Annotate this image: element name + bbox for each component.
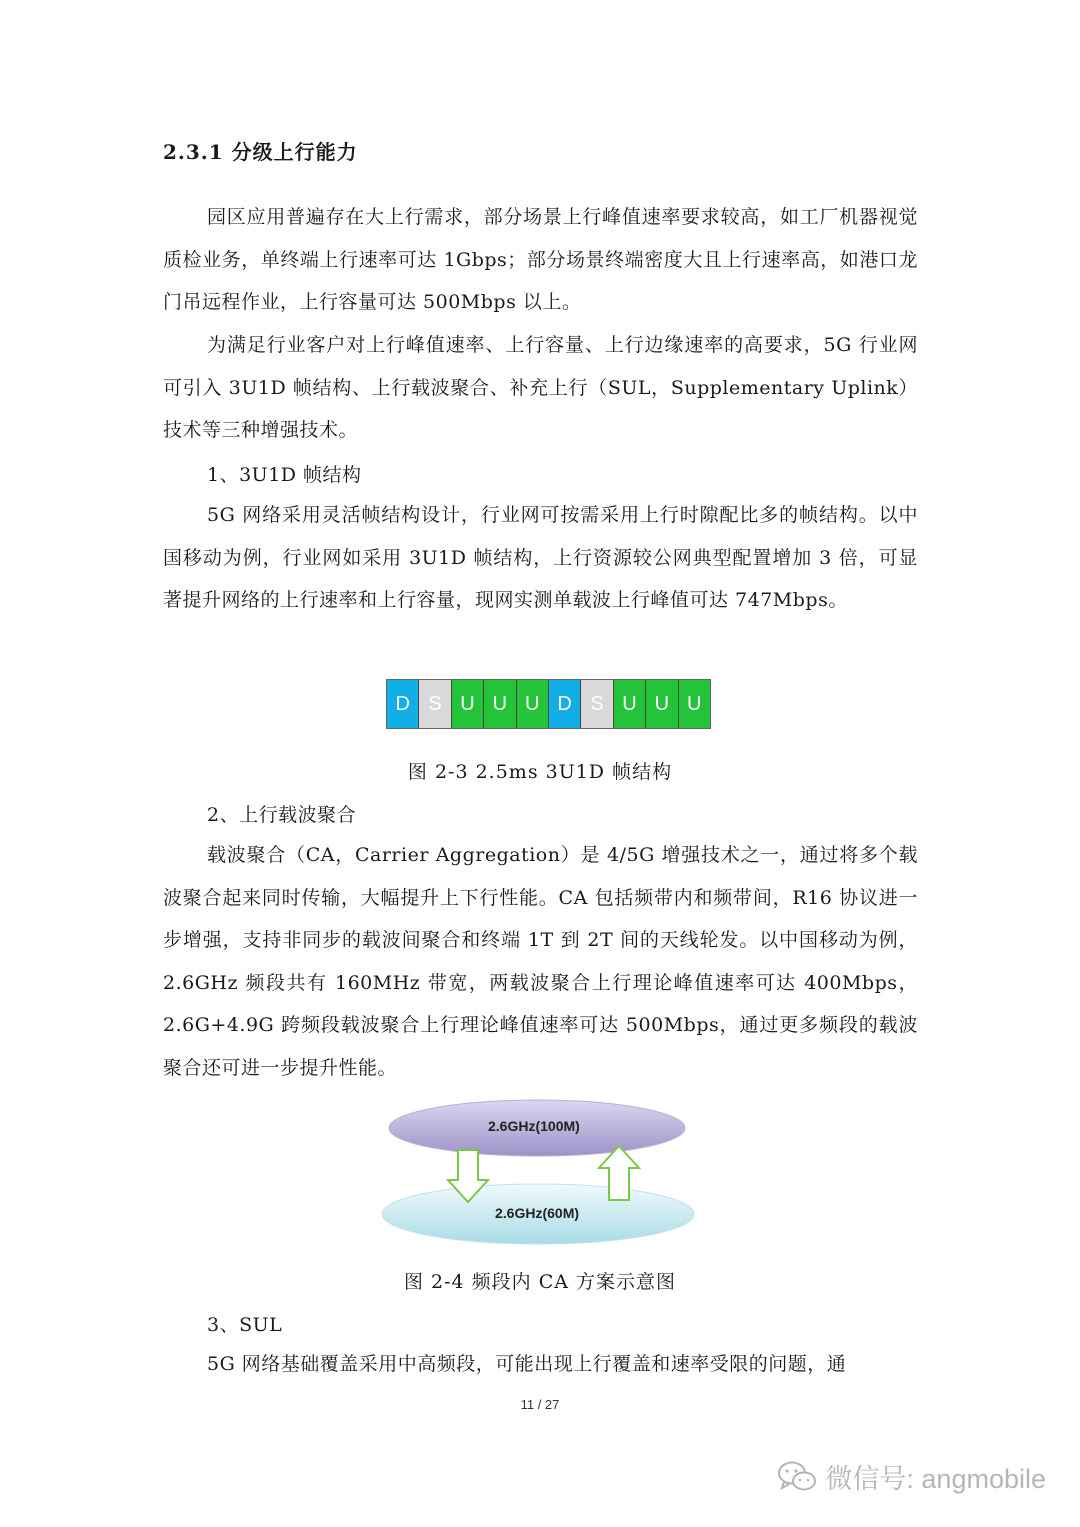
watermark-text: 微信号: angmobile [825, 1464, 1046, 1494]
subheading-carrier-aggregation: 2、上行载波聚合 [207, 804, 357, 826]
figure-2-4-caption: 图 2-4 频段内 CA 方案示意图 [403, 1271, 676, 1293]
subheading-3u1d: 1、3U1D 帧结构 [207, 464, 362, 486]
frame-slot-d: D [387, 680, 419, 728]
frame-slot-s: S [581, 680, 613, 728]
wechat-icon [777, 1460, 817, 1494]
frame-slot-s: S [419, 680, 451, 728]
frame-slot-u: U [614, 680, 646, 728]
paragraph-carrier-aggregation: 载波聚合（CA，Carrier Aggregation）是 4/5G 增强技术之一，通过将多个载波聚合起来同时传输，大幅提升上下行性能。CA 包括频带内和频带间，R16 协议进一步增强，支持非同步的载波间聚合和终端 1T 到 2T 间的天线轮发。以中国移动为例，2.6GHz 频段共有 160MHz 带宽，两载波聚合上行理论峰值速率可达 400Mbps，2.6G+4.9G 跨频段载波聚合上行理论峰值速率可达 500Mbps，通过更多频段的载波聚合还可进一步提升性能。 [163, 844, 918, 1079]
watermark [777, 1457, 1046, 1496]
paragraph-enhancement-tech: 为满足行业客户对上行峰值速率、上行容量、上行边缘速率的高要求，5G 行业网可引入 3U1D 帧结构、上行载波聚合、补充上行（SUL，Supplementary Uplink）技术等三种增强技术。 [163, 334, 918, 441]
frame-slot-u: U [517, 680, 549, 728]
frame-slot-u: U [646, 680, 678, 728]
frame-structure-diagram [386, 679, 711, 729]
frame-slot-d: D [549, 680, 581, 728]
frame-slot-u: U [452, 680, 484, 728]
page-number: 11 / 27 [520, 1397, 560, 1412]
section-heading: 2.3.1 分级上行能力 [163, 140, 358, 164]
paragraph-uplink-demand: 园区应用普遍存在大上行需求，部分场景上行峰值速率要求较高，如工厂机器视觉质检业务，单终端上行速率可达 1Gbps；部分场景终端密度大且上行速率高，如港口龙门吊远程作业，上行容量可达 500Mbps 以上。 [163, 206, 918, 313]
frame-slot-u: U [484, 680, 516, 728]
paragraph-sul: 5G 网络基础覆盖采用中高频段，可能出现上行覆盖和速率受限的问题，通 [207, 1353, 847, 1375]
intra-band-ca-diagram [380, 1098, 700, 1258]
frame-slot-u: U [679, 680, 710, 728]
figure-2-3-caption: 图 2-3 2.5ms 3U1D 帧结构 [407, 761, 673, 783]
bottom-band-label: 2.6GHz(60M) [495, 1205, 580, 1221]
subheading-sul: 3、SUL [207, 1314, 283, 1336]
top-band-label: 2.6GHz(100M) [488, 1118, 580, 1134]
paragraph-frame-structure: 5G 网络采用灵活帧结构设计，行业网可按需采用上行时隙配比多的帧结构。以中国移动为例，行业网如采用 3U1D 帧结构，上行资源较公网典型配置增加 3 倍，可显著提升网络的上行速率和上行容量，现网实测单载波上行峰值可达 747Mbps。 [163, 504, 918, 611]
